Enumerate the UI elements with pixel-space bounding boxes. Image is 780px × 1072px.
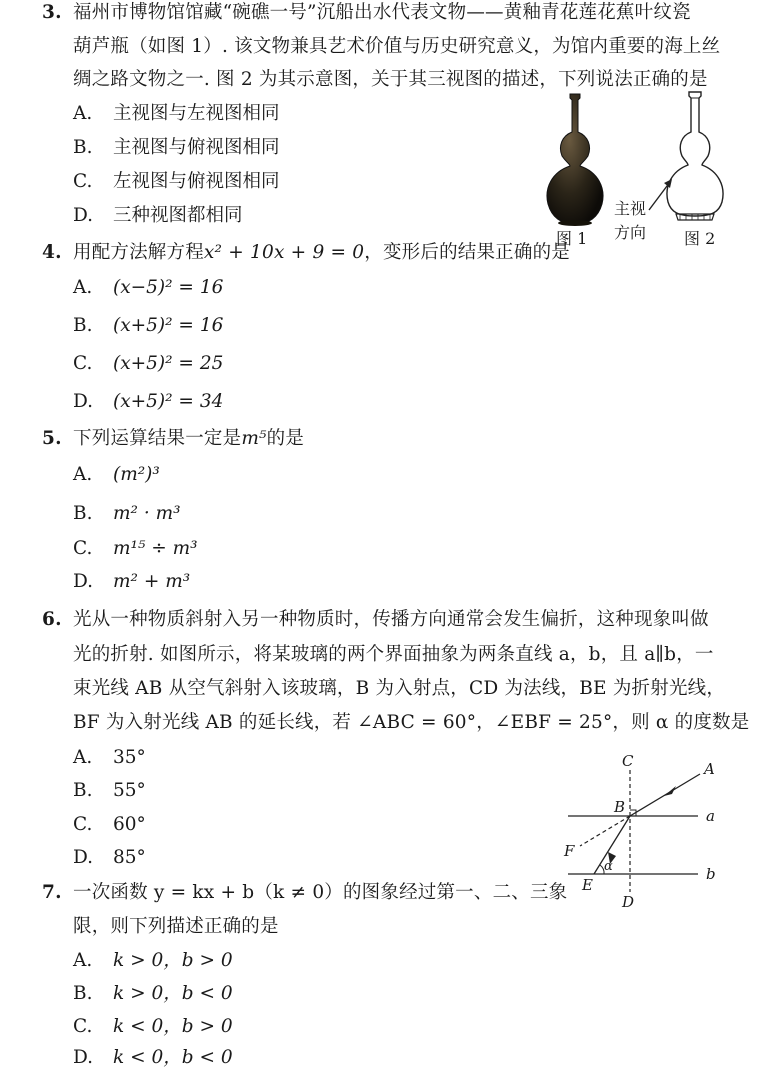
q4-number: 4. [42,242,62,263]
q6-number: 6. [42,609,62,630]
label-f: F [564,842,575,860]
q4-option-c [73,351,223,377]
option-text: (x+5)² = 25 [113,353,224,374]
label-b-point: B [614,798,626,816]
option-text: 左视图与俯视图相同 [113,171,280,192]
label-alpha: α [604,859,613,874]
q4-equation: x² + 10x + 9 = 0 [203,242,365,263]
option-letter: D. [73,391,94,412]
option-text: (x+5)² = 16 [113,315,224,336]
q7-option-a [73,948,233,974]
view-direction-label-2: 方向 [614,223,647,242]
q5-stem-post: 的是 [266,428,305,449]
option-letter: B. [73,780,93,801]
q5-stem [73,426,304,452]
option-letter: B. [73,137,93,158]
option-text: k > 0，b < 0 [113,983,233,1004]
q4-option-d [73,389,223,415]
q4-option-b [73,313,223,339]
option-letter: A. [73,747,93,768]
q5-stem-pre: 下列运算结果一定是 [73,428,242,449]
q7-text-2: 限，则下列描述正确的是 [73,916,279,937]
option-text: m² · m³ [113,503,181,524]
label-a-point: A [704,760,715,778]
option-text: (x+5)² = 34 [113,391,224,412]
q4-stem [73,240,570,266]
q4-stem-post: ，变形后的结果正确的是 [364,242,570,263]
q3-option-a [73,101,280,127]
label-e: E [582,876,593,894]
option-letter: B. [73,983,93,1004]
q5-option-b [73,501,181,527]
q7-option-c [73,1014,233,1040]
q3-text-1: 福州市博物馆馆藏“碗礁一号”沉船出水代表文物——黄釉青花莲花蕉叶纹瓷 [73,2,691,23]
option-text: k < 0，b < 0 [113,1047,233,1068]
q5-option-c [73,536,198,562]
option-text: 主视图与俯视图相同 [113,137,280,158]
fig2-caption: 图 2 [684,229,716,248]
q6-option-d [73,845,146,871]
q6-text-4: BF 为入射光线 AB 的延长线，若 ∠ABC = 60°，∠EBF = 25°，则 α 的度数是 [73,712,750,733]
q7-option-d [73,1045,233,1071]
label-line-b: b [706,865,716,883]
q6-text-2: 光的折射. 如图所示，将某玻璃的两个界面抽象为两条直线 a，b，且 a∥b，一 [73,644,714,665]
option-letter: D. [73,205,94,226]
q5-option-a [73,462,160,488]
q7-text-1: 一次函数 y = kx + b（k ≠ 0）的图象经过第一、二、三象 [73,882,568,903]
view-direction-label-1: 主视 [614,199,647,218]
q7-number: 7. [42,882,62,903]
option-letter: B. [73,315,93,336]
option-letter: B. [73,503,93,524]
q3-text-2: 葫芦瓶（如图 1）. 该文物兼具艺术价值与历史研究意义，为馆内重要的海上丝 [73,36,721,57]
q6-option-c [73,812,146,838]
option-letter: C. [73,538,93,559]
option-text: 主视图与左视图相同 [113,103,280,124]
q4-stem-pre: 用配方法解方程 [73,242,204,263]
option-text: 55° [113,780,146,801]
option-text: 35° [113,747,146,768]
option-text: 60° [113,814,146,835]
q6-option-b [73,778,146,804]
refraction-diagram [558,752,748,912]
fig1-caption: 图 1 [556,229,588,248]
q3-option-c [73,169,280,195]
option-text: k > 0，b > 0 [113,950,233,971]
q3-option-b [73,135,280,161]
option-text: (m²)³ [113,464,160,485]
q4-option-a [73,275,223,301]
incident-ray-ab [630,774,700,816]
q5-option-d [73,569,190,595]
option-text: m¹⁵ ÷ m³ [113,538,198,559]
option-letter: A. [73,464,93,485]
option-letter: A. [73,277,93,298]
label-d: D [622,893,635,911]
option-text: 三种视图都相同 [113,205,243,226]
option-text: k < 0，b > 0 [113,1016,233,1037]
q5-target: m⁵ [241,428,267,449]
q6-option-a [73,745,146,771]
option-text: (x−5)² = 16 [113,277,224,298]
view-direction-arrow [646,176,676,212]
extension-bf [580,816,630,846]
q7-option-b [73,981,233,1007]
option-letter: D. [73,847,94,868]
option-letter: D. [73,1047,94,1068]
label-c: C [622,752,634,770]
q3-number: 3. [42,2,62,23]
option-text: m² + m³ [113,571,191,592]
option-letter: C. [73,1016,93,1037]
option-letter: C. [73,814,93,835]
vase-photo-figure [540,92,610,227]
option-text: 85° [113,847,146,868]
option-letter: C. [73,171,93,192]
q5-number: 5. [42,428,62,449]
option-letter: C. [73,353,93,374]
q6-text-1: 光从一种物质斜射入另一种物质时，传播方向通常会发生偏折，这种现象叫做 [73,609,709,630]
option-letter: A. [73,103,93,124]
q6-text-3: 束光线 AB 从空气斜射入该玻璃，B 为入射点，CD 为法线，BE 为折射光线， [73,678,726,699]
q3-option-d [73,203,243,229]
option-letter: A. [73,950,93,971]
label-line-a: a [706,807,715,825]
q3-text-3: 绸之路文物之一. 图 2 为其示意图，关于其三视图的描述，下列说法正确的是 [73,69,708,90]
option-letter: D. [73,571,94,592]
